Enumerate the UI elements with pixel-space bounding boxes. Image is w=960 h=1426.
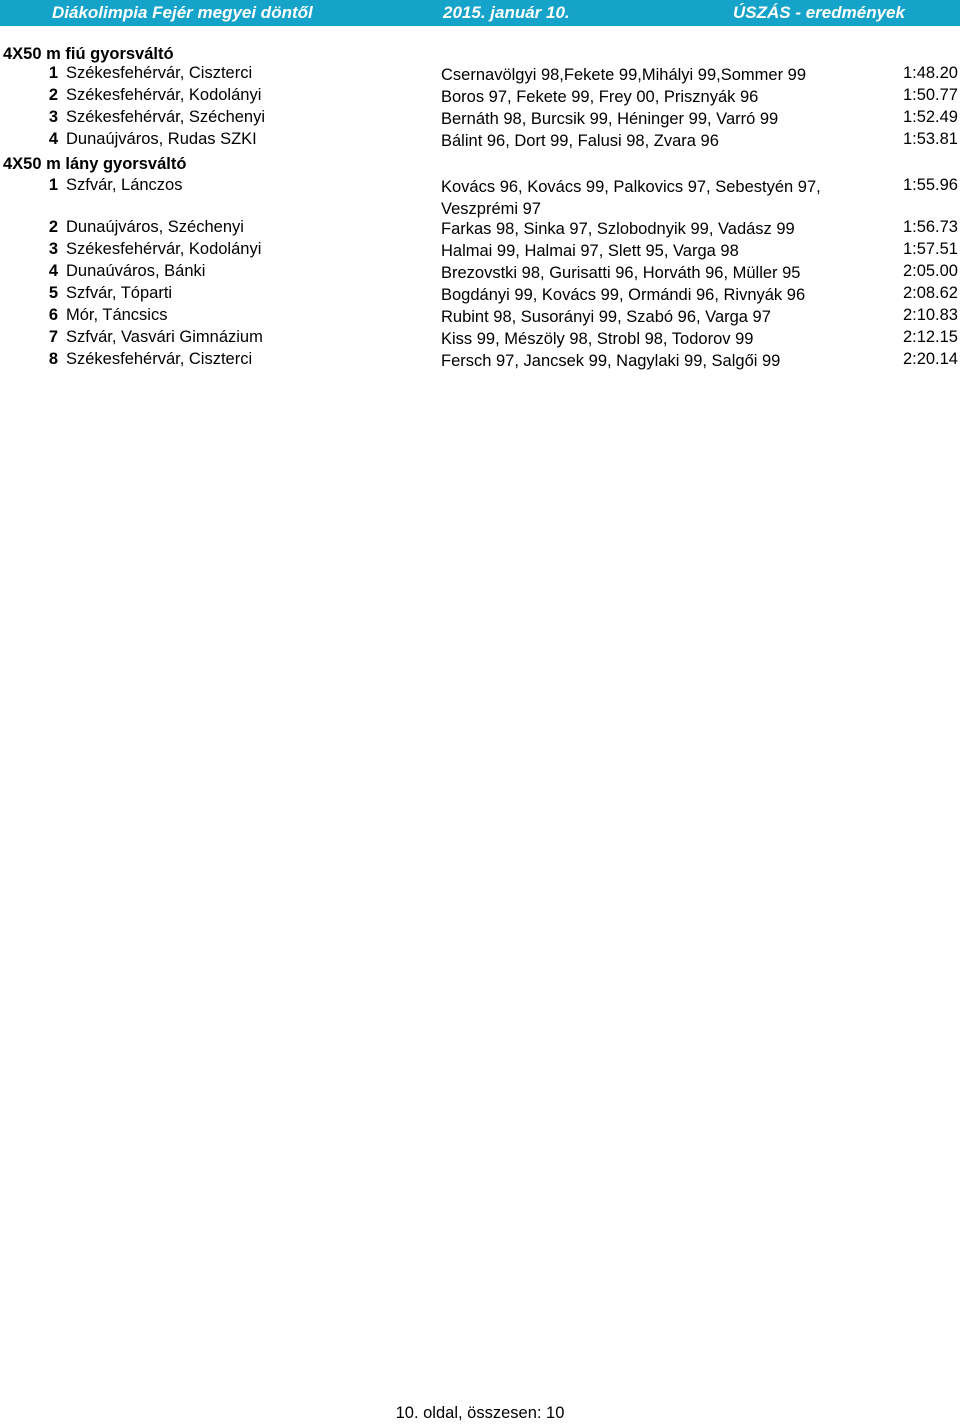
result-time: 1:48.20 <box>902 64 958 82</box>
result-swimmers: Brezovstki 98, Gurisatti 96, Horváth 96, Müller 95 <box>441 264 801 282</box>
result-rank: 8 <box>48 350 58 368</box>
result-team: Dunaújváros, Széchenyi <box>66 218 244 236</box>
result-swimmers: Farkas 98, Sinka 97, Szlobodnyik 99, Vadász 99 <box>441 220 795 238</box>
result-rank: 2 <box>48 218 58 236</box>
result-swimmers: Kiss 99, Mészöly 98, Strobl 98, Todorov 99 <box>441 330 754 348</box>
result-time: 1:55.96 <box>902 176 958 194</box>
result-team: Székesfehérvár, Ciszterci <box>66 350 253 368</box>
result-swimmers: Bernáth 98, Burcsik 99, Héninger 99, Varró 99 <box>441 110 779 128</box>
result-team: Székesfehérvár, Ciszterci <box>66 64 253 82</box>
result-time: 1:56.73 <box>902 218 958 236</box>
result-rank: 4 <box>48 262 58 280</box>
result-swimmers: Kovács 96, Kovács 99, Palkovics 97, Sebestyén 97, Veszprémi 97 <box>441 178 821 218</box>
result-rank: 2 <box>48 86 58 104</box>
result-swimmers: Boros 97, Fekete 99, Frey 00, Prisznyák 96 <box>441 88 759 106</box>
result-row <box>0 350 960 394</box>
result-time: 2:20.14 <box>902 350 958 368</box>
event-title: Diákolimpia Fejér megyei döntől <box>52 3 313 22</box>
result-team: Szfvár, Lánczos <box>66 176 183 194</box>
result-rank: 1 <box>48 64 58 82</box>
header-bar <box>0 0 960 26</box>
result-time: 2:10.83 <box>902 306 958 324</box>
page-footer: 10. oldal, összesen: 10 <box>395 1404 565 1422</box>
result-rank: 3 <box>48 108 58 126</box>
result-swimmers: Fersch 97, Jancsek 99, Nagylaki 99, Salgői 99 <box>441 352 781 370</box>
result-rank: 6 <box>48 306 58 324</box>
result-swimmers: Bálint 96, Dort 99, Falusi 98, Zvara 96 <box>441 132 719 150</box>
result-team: Székesfehérvár, Kodolányi <box>66 86 262 104</box>
result-time: 2:08.62 <box>902 284 958 302</box>
result-time: 2:05.00 <box>902 262 958 280</box>
section-title-girls-relay: 4X50 m lány gyorsváltó <box>3 155 187 173</box>
category-title: ÚSZÁS - eredmények <box>733 3 905 22</box>
result-team: Dunaúváros, Bánki <box>66 262 206 280</box>
result-time: 2:12.15 <box>902 328 958 346</box>
result-time: 1:57.51 <box>902 240 958 258</box>
result-swimmers: Halmai 99, Halmai 97, Slett 95, Varga 98 <box>441 242 739 260</box>
result-swimmers: Csernavölgyi 98,Fekete 99,Mihályi 99,Sommer 99 <box>441 66 807 84</box>
result-team: Szfvár, Tóparti <box>66 284 173 302</box>
result-row <box>0 176 960 220</box>
result-time: 1:52.49 <box>902 108 958 126</box>
result-team: Szfvár, Vasvári Gimnázium <box>66 328 263 346</box>
result-rank: 4 <box>48 130 58 148</box>
result-team: Székesfehérvár, Kodolányi <box>66 240 262 258</box>
section-title-boys-relay: 4X50 m fiú gyorsváltó <box>3 45 174 63</box>
result-rank: 7 <box>48 328 58 346</box>
result-team: Székesfehérvár, Széchenyi <box>66 108 266 126</box>
result-time: 1:50.77 <box>902 86 958 104</box>
result-swimmers: Bogdányi 99, Kovács 99, Ormándi 96, Rivnyák 96 <box>441 286 806 304</box>
result-swimmers: Rubint 98, Susorányi 99, Szabó 96, Varga 97 <box>441 308 771 326</box>
result-rank: 1 <box>48 176 58 194</box>
result-team: Mór, Táncsics <box>66 306 168 324</box>
result-rank: 5 <box>48 284 58 302</box>
result-team: Dunaújváros, Rudas SZKI <box>66 130 257 148</box>
result-rank: 3 <box>48 240 58 258</box>
event-date: 2015. január 10. <box>443 3 570 22</box>
result-time: 1:53.81 <box>902 130 958 148</box>
